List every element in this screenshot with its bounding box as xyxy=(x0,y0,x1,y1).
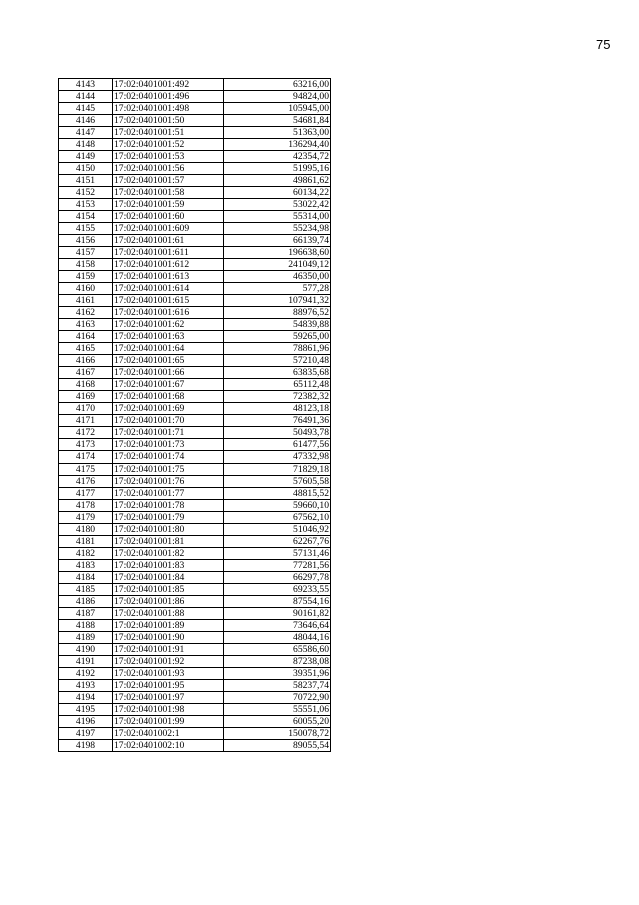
cadastral-value-cell: 66139,74 xyxy=(224,235,331,247)
row-number-cell: 4173 xyxy=(59,439,113,451)
cadastral-value-cell: 65112,48 xyxy=(224,379,331,391)
cadastral-value-cell: 577,28 xyxy=(224,283,331,295)
cadastral-number-cell: 17:02:0401001:496 xyxy=(113,91,224,103)
cadastral-value-cell: 51046,92 xyxy=(224,523,331,535)
table-row xyxy=(59,247,331,259)
cadastral-value-cell: 136294,40 xyxy=(224,139,331,151)
row-number-cell: 4189 xyxy=(59,631,113,643)
cadastral-value-cell: 53022,42 xyxy=(224,199,331,211)
cadastral-number-cell: 17:02:0401001:91 xyxy=(113,643,224,655)
cadastral-value-cell: 90161,82 xyxy=(224,607,331,619)
cadastral-number-cell: 17:02:0401001:76 xyxy=(113,475,224,487)
table-row xyxy=(59,367,331,379)
cadastral-value-cell: 78861,96 xyxy=(224,343,331,355)
row-number-cell: 4170 xyxy=(59,403,113,415)
cadastral-number-cell: 17:02:0401001:498 xyxy=(113,103,224,115)
row-number-cell: 4154 xyxy=(59,211,113,223)
cadastral-value-cell: 76491,36 xyxy=(224,415,331,427)
cadastral-number-cell: 17:02:0401001:614 xyxy=(113,283,224,295)
row-number-cell: 4186 xyxy=(59,595,113,607)
table-row xyxy=(59,187,331,199)
table-row xyxy=(59,127,331,139)
cadastral-value-cell: 105945,00 xyxy=(224,103,331,115)
row-number-cell: 4165 xyxy=(59,343,113,355)
cadastral-value-cell: 65586,60 xyxy=(224,643,331,655)
table-row xyxy=(59,223,331,235)
cadastral-number-cell: 17:02:0401001:616 xyxy=(113,307,224,319)
cadastral-number-cell: 17:02:0401001:79 xyxy=(113,511,224,523)
cadastral-number-cell: 17:02:0401001:609 xyxy=(113,223,224,235)
cadastral-number-cell: 17:02:0401001:63 xyxy=(113,331,224,343)
row-number-cell: 4187 xyxy=(59,607,113,619)
table-body xyxy=(59,79,331,752)
cadastral-value-cell: 58237,74 xyxy=(224,679,331,691)
row-number-cell: 4185 xyxy=(59,583,113,595)
table-row xyxy=(59,343,331,355)
cadastral-number-cell: 17:02:0401001:64 xyxy=(113,343,224,355)
row-number-cell: 4196 xyxy=(59,715,113,727)
cadastral-number-cell: 17:02:0401001:83 xyxy=(113,559,224,571)
row-number-cell: 4198 xyxy=(59,739,113,751)
table-row xyxy=(59,523,331,535)
table-row xyxy=(59,331,331,343)
row-number-cell: 4160 xyxy=(59,283,113,295)
cadastral-number-cell: 17:02:0401001:59 xyxy=(113,199,224,211)
cadastral-value-cell: 46350,00 xyxy=(224,271,331,283)
cadastral-value-cell: 107941,32 xyxy=(224,295,331,307)
cadastral-value-cell: 49861,62 xyxy=(224,175,331,187)
cadastral-value-cell: 71829,18 xyxy=(224,463,331,475)
cadastral-number-cell: 17:02:0401002:10 xyxy=(113,739,224,751)
row-number-cell: 4182 xyxy=(59,547,113,559)
cadastral-number-cell: 17:02:0401001:74 xyxy=(113,451,224,463)
row-number-cell: 4193 xyxy=(59,679,113,691)
row-number-cell: 4181 xyxy=(59,535,113,547)
row-number-cell: 4179 xyxy=(59,511,113,523)
cadastral-value-cell: 87554,16 xyxy=(224,595,331,607)
cadastral-value-cell: 60134,22 xyxy=(224,187,331,199)
row-number-cell: 4166 xyxy=(59,355,113,367)
table-row xyxy=(59,151,331,163)
cadastral-value-cell: 196638,60 xyxy=(224,247,331,259)
cadastral-number-cell: 17:02:0401001:56 xyxy=(113,163,224,175)
table-row xyxy=(59,211,331,223)
cadastral-value-cell: 150078,72 xyxy=(224,727,331,739)
cadastral-value-cell: 69233,55 xyxy=(224,583,331,595)
cadastral-number-cell: 17:02:0401001:58 xyxy=(113,187,224,199)
table-row xyxy=(59,499,331,511)
table-row xyxy=(59,679,331,691)
row-number-cell: 4190 xyxy=(59,643,113,655)
row-number-cell: 4152 xyxy=(59,187,113,199)
row-number-cell: 4162 xyxy=(59,307,113,319)
cadastral-number-cell: 17:02:0401001:73 xyxy=(113,439,224,451)
cadastral-number-cell: 17:02:0401001:90 xyxy=(113,631,224,643)
table-row xyxy=(59,607,331,619)
cadastral-value-cell: 59660,10 xyxy=(224,499,331,511)
cadastral-number-cell: 17:02:0401001:69 xyxy=(113,403,224,415)
cadastral-value-cell: 60055,20 xyxy=(224,715,331,727)
cadastral-value-cell: 48815,52 xyxy=(224,487,331,499)
table-row xyxy=(59,559,331,571)
table-row xyxy=(59,547,331,559)
cadastral-number-cell: 17:02:0401001:492 xyxy=(113,79,224,91)
table-row xyxy=(59,727,331,739)
cadastral-number-cell: 17:02:0401001:99 xyxy=(113,715,224,727)
cadastral-value-cell: 94824,00 xyxy=(224,91,331,103)
row-number-cell: 4188 xyxy=(59,619,113,631)
table-row xyxy=(59,91,331,103)
table-row xyxy=(59,271,331,283)
cadastral-number-cell: 17:02:0401001:84 xyxy=(113,571,224,583)
cadastral-number-cell: 17:02:0401001:75 xyxy=(113,463,224,475)
row-number-cell: 4155 xyxy=(59,223,113,235)
cadastral-value-cell: 48044,16 xyxy=(224,631,331,643)
table-row xyxy=(59,583,331,595)
cadastral-number-cell: 17:02:0401001:613 xyxy=(113,271,224,283)
table-row xyxy=(59,115,331,127)
page-number: 75 xyxy=(596,37,611,52)
table-row xyxy=(59,643,331,655)
cadastral-number-cell: 17:02:0401001:92 xyxy=(113,655,224,667)
row-number-cell: 4178 xyxy=(59,499,113,511)
row-number-cell: 4174 xyxy=(59,451,113,463)
table-row xyxy=(59,355,331,367)
table-row xyxy=(59,235,331,247)
table-row xyxy=(59,139,331,151)
table-row xyxy=(59,79,331,91)
cadastral-number-cell: 17:02:0401001:52 xyxy=(113,139,224,151)
cadastral-number-cell: 17:02:0401001:67 xyxy=(113,379,224,391)
table-row xyxy=(59,475,331,487)
row-number-cell: 4167 xyxy=(59,367,113,379)
cadastral-value-cell: 50493,78 xyxy=(224,427,331,439)
row-number-cell: 4161 xyxy=(59,295,113,307)
row-number-cell: 4148 xyxy=(59,139,113,151)
cadastral-value-cell: 87238,08 xyxy=(224,655,331,667)
table-row xyxy=(59,739,331,751)
row-number-cell: 4164 xyxy=(59,331,113,343)
cadastral-number-cell: 17:02:0401001:71 xyxy=(113,427,224,439)
table-row xyxy=(59,571,331,583)
cadastral-number-cell: 17:02:0401001:50 xyxy=(113,115,224,127)
table-row xyxy=(59,427,331,439)
row-number-cell: 4176 xyxy=(59,475,113,487)
cadastral-number-cell: 17:02:0401001:97 xyxy=(113,691,224,703)
cadastral-value-cell: 57210,48 xyxy=(224,355,331,367)
table-row xyxy=(59,451,331,463)
table-row xyxy=(59,619,331,631)
table-row xyxy=(59,307,331,319)
table-row xyxy=(59,319,331,331)
table-row xyxy=(59,163,331,175)
cadastral-number-cell: 17:02:0401001:81 xyxy=(113,535,224,547)
cadastral-value-cell: 51363,00 xyxy=(224,127,331,139)
cadastral-number-cell: 17:02:0401001:86 xyxy=(113,595,224,607)
cadastral-value-cell: 48123,18 xyxy=(224,403,331,415)
cadastral-number-cell: 17:02:0401001:93 xyxy=(113,667,224,679)
cadastral-number-cell: 17:02:0401001:51 xyxy=(113,127,224,139)
row-number-cell: 4169 xyxy=(59,391,113,403)
row-number-cell: 4175 xyxy=(59,463,113,475)
table-row xyxy=(59,463,331,475)
cadastral-number-cell: 17:02:0401001:82 xyxy=(113,547,224,559)
cadastral-number-cell: 17:02:0401001:612 xyxy=(113,259,224,271)
table-row xyxy=(59,667,331,679)
cadastral-value-cell: 54681,84 xyxy=(224,115,331,127)
row-number-cell: 4195 xyxy=(59,703,113,715)
cadastral-value-cell: 67562,10 xyxy=(224,511,331,523)
table-row xyxy=(59,391,331,403)
row-number-cell: 4149 xyxy=(59,151,113,163)
row-number-cell: 4158 xyxy=(59,259,113,271)
cadastral-number-cell: 17:02:0401001:80 xyxy=(113,523,224,535)
cadastral-number-cell: 17:02:0401001:95 xyxy=(113,679,224,691)
cadastral-value-cell: 55314,00 xyxy=(224,211,331,223)
row-number-cell: 4150 xyxy=(59,163,113,175)
cadastral-value-cell: 54839,88 xyxy=(224,319,331,331)
row-number-cell: 4146 xyxy=(59,115,113,127)
row-number-cell: 4147 xyxy=(59,127,113,139)
cadastral-number-cell: 17:02:0401001:62 xyxy=(113,319,224,331)
cadastral-value-cell: 57605,58 xyxy=(224,475,331,487)
table-row xyxy=(59,403,331,415)
cadastral-number-cell: 17:02:0401001:98 xyxy=(113,703,224,715)
table-row xyxy=(59,379,331,391)
cadastral-value-cell: 51995,16 xyxy=(224,163,331,175)
cadastral-value-cell: 73646,64 xyxy=(224,619,331,631)
row-number-cell: 4171 xyxy=(59,415,113,427)
table-row xyxy=(59,175,331,187)
table-row xyxy=(59,295,331,307)
row-number-cell: 4156 xyxy=(59,235,113,247)
row-number-cell: 4157 xyxy=(59,247,113,259)
table-row xyxy=(59,511,331,523)
row-number-cell: 4163 xyxy=(59,319,113,331)
row-number-cell: 4145 xyxy=(59,103,113,115)
table-row xyxy=(59,535,331,547)
cadastral-value-cell: 70722,90 xyxy=(224,691,331,703)
cadastral-number-cell: 17:02:0401001:78 xyxy=(113,499,224,511)
row-number-cell: 4168 xyxy=(59,379,113,391)
cadastral-value-cell: 241049,12 xyxy=(224,259,331,271)
cadastral-number-cell: 17:02:0401001:61 xyxy=(113,235,224,247)
row-number-cell: 4184 xyxy=(59,571,113,583)
row-number-cell: 4191 xyxy=(59,655,113,667)
table-row xyxy=(59,199,331,211)
cadastral-value-cell: 72382,32 xyxy=(224,391,331,403)
table-row xyxy=(59,259,331,271)
row-number-cell: 4183 xyxy=(59,559,113,571)
cadastral-number-cell: 17:02:0401001:611 xyxy=(113,247,224,259)
row-number-cell: 4192 xyxy=(59,667,113,679)
row-number-cell: 4197 xyxy=(59,727,113,739)
table-row xyxy=(59,439,331,451)
cadastral-number-cell: 17:02:0401001:53 xyxy=(113,151,224,163)
cadastral-value-cell: 42354,72 xyxy=(224,151,331,163)
cadastral-value-cell: 63216,00 xyxy=(224,79,331,91)
cadastral-value-cell: 77281,56 xyxy=(224,559,331,571)
row-number-cell: 4151 xyxy=(59,175,113,187)
cadastral-value-cell: 89055,54 xyxy=(224,739,331,751)
row-number-cell: 4144 xyxy=(59,91,113,103)
cadastral-number-cell: 17:02:0401001:615 xyxy=(113,295,224,307)
cadastral-value-cell: 66297,78 xyxy=(224,571,331,583)
cadastral-value-cell: 39351,96 xyxy=(224,667,331,679)
cadastral-number-cell: 17:02:0401001:77 xyxy=(113,487,224,499)
table-row xyxy=(59,283,331,295)
cadastral-value-cell: 61477,56 xyxy=(224,439,331,451)
cadastral-number-cell: 17:02:0401002:1 xyxy=(113,727,224,739)
cadastral-value-cell: 62267,76 xyxy=(224,535,331,547)
cadastral-number-cell: 17:02:0401001:88 xyxy=(113,607,224,619)
table-row xyxy=(59,487,331,499)
cadastral-value-cell: 47332,98 xyxy=(224,451,331,463)
cadastral-value-cell: 55551,06 xyxy=(224,703,331,715)
cadastral-number-cell: 17:02:0401001:70 xyxy=(113,415,224,427)
table-row xyxy=(59,631,331,643)
row-number-cell: 4153 xyxy=(59,199,113,211)
cadastral-value-cell: 63835,68 xyxy=(224,367,331,379)
table-row xyxy=(59,715,331,727)
cadastral-value-cell: 57131,46 xyxy=(224,547,331,559)
row-number-cell: 4177 xyxy=(59,487,113,499)
cadastral-value-table xyxy=(58,78,331,752)
table-row xyxy=(59,415,331,427)
row-number-cell: 4180 xyxy=(59,523,113,535)
table-row xyxy=(59,691,331,703)
row-number-cell: 4143 xyxy=(59,79,113,91)
cadastral-number-cell: 17:02:0401001:65 xyxy=(113,355,224,367)
table-row xyxy=(59,703,331,715)
cadastral-value-cell: 88976,52 xyxy=(224,307,331,319)
cadastral-number-cell: 17:02:0401001:89 xyxy=(113,619,224,631)
cadastral-number-cell: 17:02:0401001:85 xyxy=(113,583,224,595)
table-row xyxy=(59,595,331,607)
cadastral-value-cell: 55234,98 xyxy=(224,223,331,235)
cadastral-number-cell: 17:02:0401001:68 xyxy=(113,391,224,403)
row-number-cell: 4172 xyxy=(59,427,113,439)
table-row xyxy=(59,655,331,667)
table-row xyxy=(59,103,331,115)
cadastral-value-cell: 59265,00 xyxy=(224,331,331,343)
cadastral-number-cell: 17:02:0401001:60 xyxy=(113,211,224,223)
row-number-cell: 4194 xyxy=(59,691,113,703)
row-number-cell: 4159 xyxy=(59,271,113,283)
cadastral-number-cell: 17:02:0401001:57 xyxy=(113,175,224,187)
cadastral-number-cell: 17:02:0401001:66 xyxy=(113,367,224,379)
